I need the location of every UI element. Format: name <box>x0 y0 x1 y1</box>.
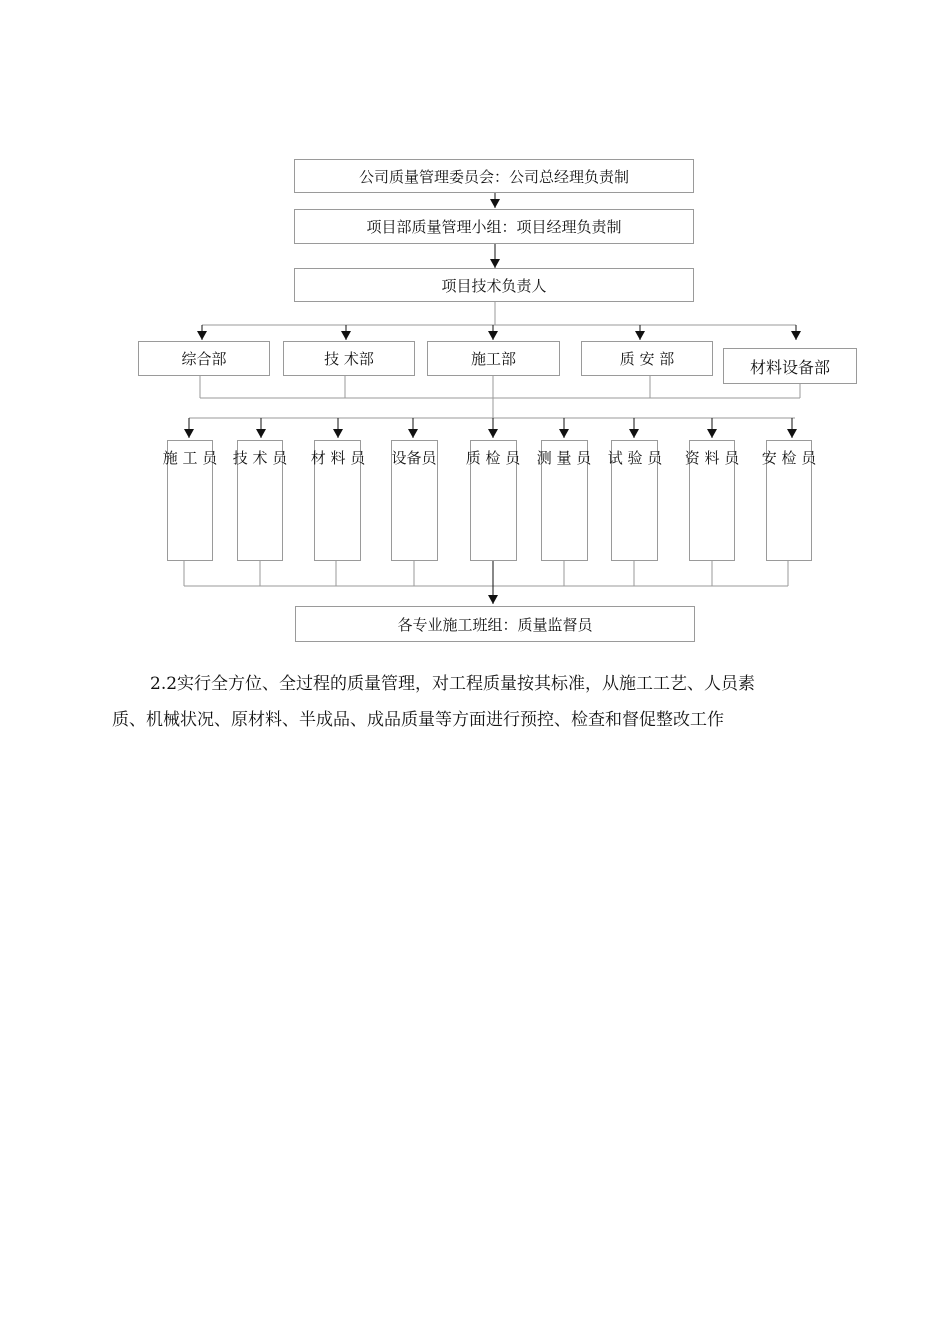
staff-label-documents: 资 料 员 <box>684 449 740 467</box>
dept-technical: 技 术部 <box>283 341 415 376</box>
dept-construction: 施工部 <box>427 341 560 376</box>
staff-label-testing: 试 验 员 <box>607 449 663 467</box>
dept-materials-equipment: 材料设备部 <box>723 348 857 384</box>
body-paragraph-line-1: 2.2实行全方位、全过程的质量管理，对工程质量按其标准，从施工工艺、人员素 <box>150 674 756 694</box>
staff-label-materials: 材 料 员 <box>310 449 366 467</box>
body-paragraph-line-2: 质、机械状况、原材料、半成品、成品质量等方面进行预控、检查和督促整改工作 <box>112 710 724 730</box>
staff-label-safety: 安 检 员 <box>761 449 817 467</box>
committee-box: 公司质量管理委员会：公司总经理负责制 <box>294 159 694 193</box>
dept-quality-safety: 质 安 部 <box>581 341 713 376</box>
work-teams-box: 各专业施工班组：质量监督员 <box>295 606 695 642</box>
project-group-box: 项目部质量管理小组：项目经理负责制 <box>294 209 694 244</box>
dept-general: 综合部 <box>138 341 270 376</box>
staff-label-survey: 测 量 员 <box>536 449 592 467</box>
connector-lines <box>0 0 950 660</box>
tech-leader-box: 项目技术负责人 <box>294 268 694 302</box>
staff-label-inspection: 质 检 员 <box>465 449 521 467</box>
staff-label-technical: 技 术 员 <box>232 449 288 467</box>
staff-label-equipment: 设备员 <box>391 449 437 467</box>
staff-label-construction: 施 工 员 <box>162 449 218 467</box>
